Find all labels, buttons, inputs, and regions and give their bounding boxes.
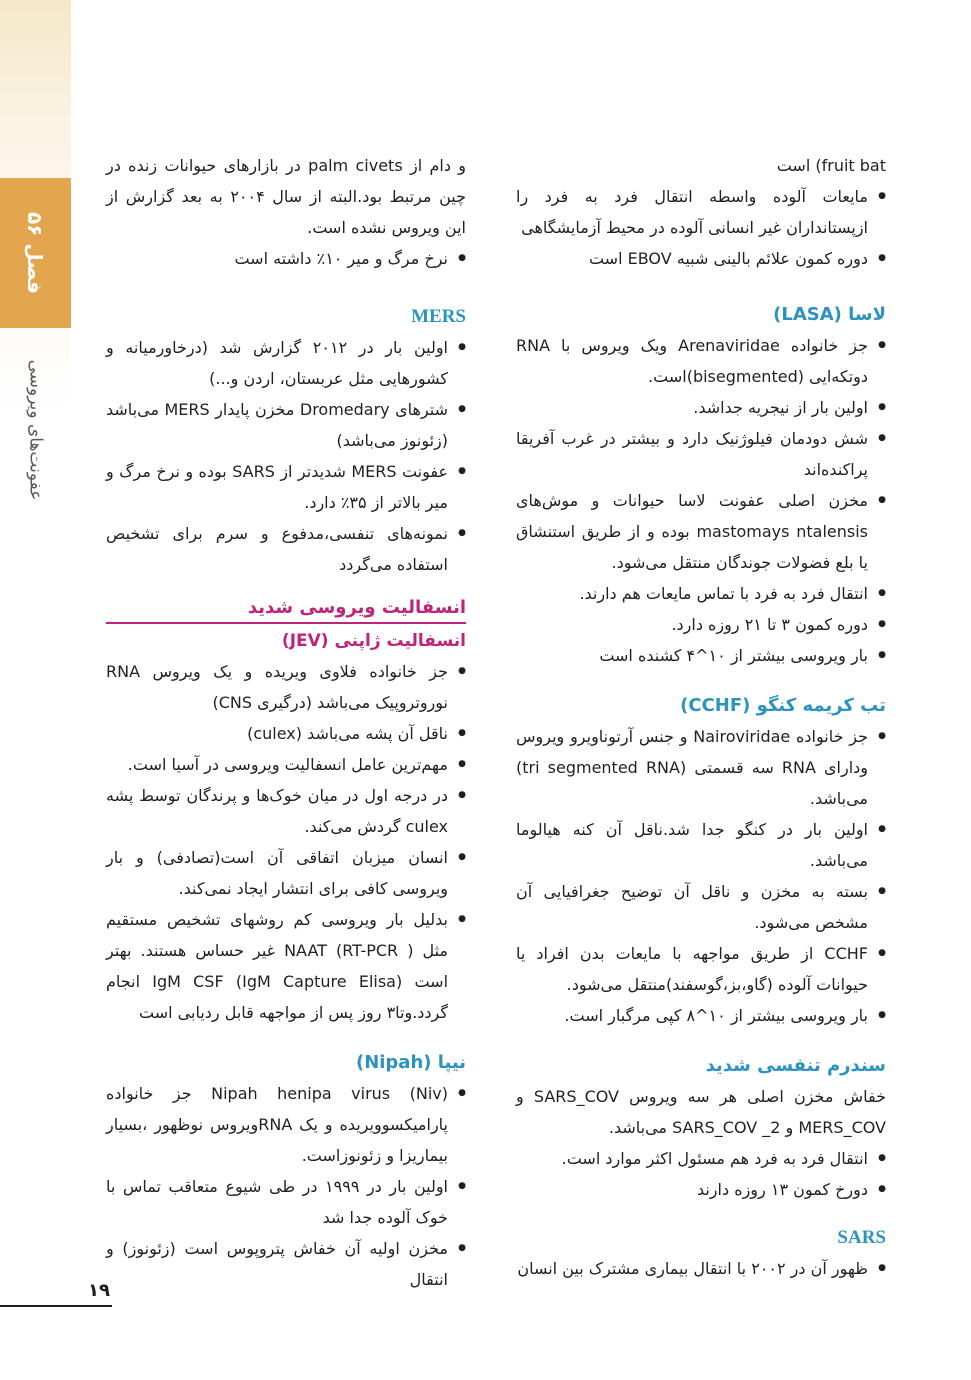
chapter-label (0, 178, 71, 328)
section-heading: سندرم تنفسی شدید (705, 1055, 886, 1076)
bullet-list (516, 1143, 886, 1205)
list-item: ● مایعات آلوده واسطه انتقال فرد به فرد را ازپستانداران غیر انسانی آلوده در محیط آزمایشگاهی (516, 181, 886, 243)
section-heading: MERS (411, 306, 466, 327)
list-item: ● دورخ کمون ۱۳ روزه دارند (516, 1174, 886, 1205)
bullet-list (106, 332, 466, 580)
bullet-list (106, 243, 466, 274)
list-item: ● شش دودمان فیلوژنیک دارد و بیشتر در غرب آفریقا پراکنده‌اند (516, 423, 886, 485)
list-item: ● مخزن اصلی عفونت لاسا حیوانات و موش‌های mastomays ntalensis بوده و از طریق استنشاق یا بلع فضولات جوندگان منتقل می‌شود. (516, 485, 886, 578)
section-heading: SARS (837, 1227, 886, 1248)
section-title: عفونت‌های ویروسی (25, 359, 46, 501)
list-item: ● CCHF از طریق مواجهه با مایعات بدن افراد یا حیوانات آلوده (گاو،بز،گوسفند)منتقل می‌شود. (516, 938, 886, 1000)
list-item: ● مخزن اولیه آن خفاش پتروپوس است (زئونوز) و انتقال (106, 1233, 466, 1295)
list-item: ● نرخ مرگ و میر ۱۰٪ داشته است (106, 243, 466, 274)
list-item: ● انسان میزبان اتفاقی آن است(تصادفی) و بار ویروسی کافی برای انتشار ایجاد نمی‌کند. (106, 842, 466, 904)
list-item: ● شترهای Dromedary مخزن پایدار MERS می‌باشد (زئونوز می‌باشد) (106, 394, 466, 456)
list-item: ● اولین بار در کنگو جدا شد.ناقل آن کنه هیالوما می‌باشد. (516, 814, 886, 876)
bullet-list (516, 181, 886, 274)
section-heading: انسفالیت ویروسی شدید (106, 594, 466, 624)
list-item: ● انتقال فرد به فرد هم مسئول اکثر موارد است. (516, 1143, 886, 1174)
list-item: ● جز خانواده Arenaviridae ویک ویروس با RNA دوتکه‌ایی (bisegmented)است. (516, 330, 886, 392)
right-column (516, 150, 886, 1284)
page-number: ۱۹ (88, 1280, 110, 1301)
list-item: ● ناقل آن پشه می‌باشد (culex) (106, 718, 466, 749)
list-item: ● اولین بار از نیجریه جداشد. (516, 392, 886, 423)
bullet-list (516, 330, 886, 671)
list-item: ● انتقال فرد به فرد با تماس مایعات هم دارند. (516, 578, 886, 609)
list-item: ● عفونت MERS شدیدتر از SARS بوده و نرخ مرگ و میر بالاتر از ۳۵٪ دارد. (106, 456, 466, 518)
paragraph: خفاش مخزن اصلی هر سه ویروس SARS_COV و MERS_COV و SARS_COV _2 می‌باشد. (516, 1087, 887, 1137)
section-heading: نیپا (Nipah) (355, 1052, 466, 1073)
paragraph: fruit bat) است (776, 156, 886, 175)
section-heading: تب کریمه کنگو (CCHF) (680, 695, 886, 716)
list-item: ● جز خانواده فلاوی ویریده و یک ویروس RNA نوروتروپیک می‌باشد (درگیری CNS) (106, 656, 466, 718)
list-item: ● جز خانواده Nairoviridae و جنس آرتوناویرو ویروس ودارای RNA سه قسمتی (tri segmented RNA) می‌باشد. (516, 721, 886, 814)
bullet-list (516, 1253, 886, 1284)
list-item: ● نمونه‌های تنفسی،مدفوع و سرم برای تشخیص استفاده می‌گردد (106, 518, 466, 580)
bullet-list (106, 656, 466, 1028)
list-item: ● دوره کمون علائم بالینی شبیه EBOV است (516, 243, 886, 274)
list-item: ● بار ویروسی بیشتر از ۱۰^۸ کپی مرگبار است. (516, 1000, 886, 1031)
list-item: ● بدلیل بار ویروسی کم روشهای تشخیص مستقیم مثل NAAT (RT-PCR ) غیر حساس هستند. بهتر است IgM CSF (IgM Capture Elisa) انجام گردد.وتا۳ روز پس از مواجهه قابل ردیابی است (106, 904, 466, 1028)
bullet-list (106, 1078, 466, 1295)
list-item: ● اولین بار در ۲۰۱۲ گزارش شد (درخاورمیانه و کشورهایی مثل عربستان، اردن و...) (106, 332, 466, 394)
page-number-rule (0, 1305, 112, 1307)
paragraph: و دام از palm civets در بازارهای حیوانات زنده در چین مرتبط بود.البته از سال ۲۰۰۴ به بعد گزارش از این ویروس نشده است. (106, 156, 466, 237)
list-item: ● مهم‌ترین عامل انسفالیت ویروسی در آسیا است. (106, 749, 466, 780)
bullet-list (516, 721, 886, 1031)
list-item: ● ظهور آن در ۲۰۰۲ با انتقال بیماری مشترک بین انسان (516, 1253, 886, 1284)
section-label (0, 340, 71, 520)
list-item: ● در درجه اول در میان خوک‌ها و پرندگان توسط پشه culex گردش می‌کند. (106, 780, 466, 842)
list-item: ● بار ویروسی بیشتر از ۱۰^۴ کشنده است (516, 640, 886, 671)
list-item: ● دوره کمون ۳ تا ۲۱ روزه دارد. (516, 609, 886, 640)
subsection-heading: انسفالیت ژاپنی (JEV) (281, 631, 466, 651)
list-item: ● Nipah henipa virus (Niv) جز خانواده پارامیکسوویریده و یک RNAویروس نوظهور ،بسیار بیماریزا و زئونوزاست. (106, 1078, 466, 1171)
left-column (106, 150, 466, 1295)
section-heading: لاسا (LASA) (773, 304, 886, 325)
chapter-title: فصل ۵۶ (23, 211, 48, 295)
list-item: ● بسته به مخزن و ناقل آن توضیح جغرافیایی آن مشخص می‌شود. (516, 876, 886, 938)
list-item: ● اولین بار در ۱۹۹۹ در طی شیوع متعاقب تماس با خوک آلوده جدا شد (106, 1171, 466, 1233)
